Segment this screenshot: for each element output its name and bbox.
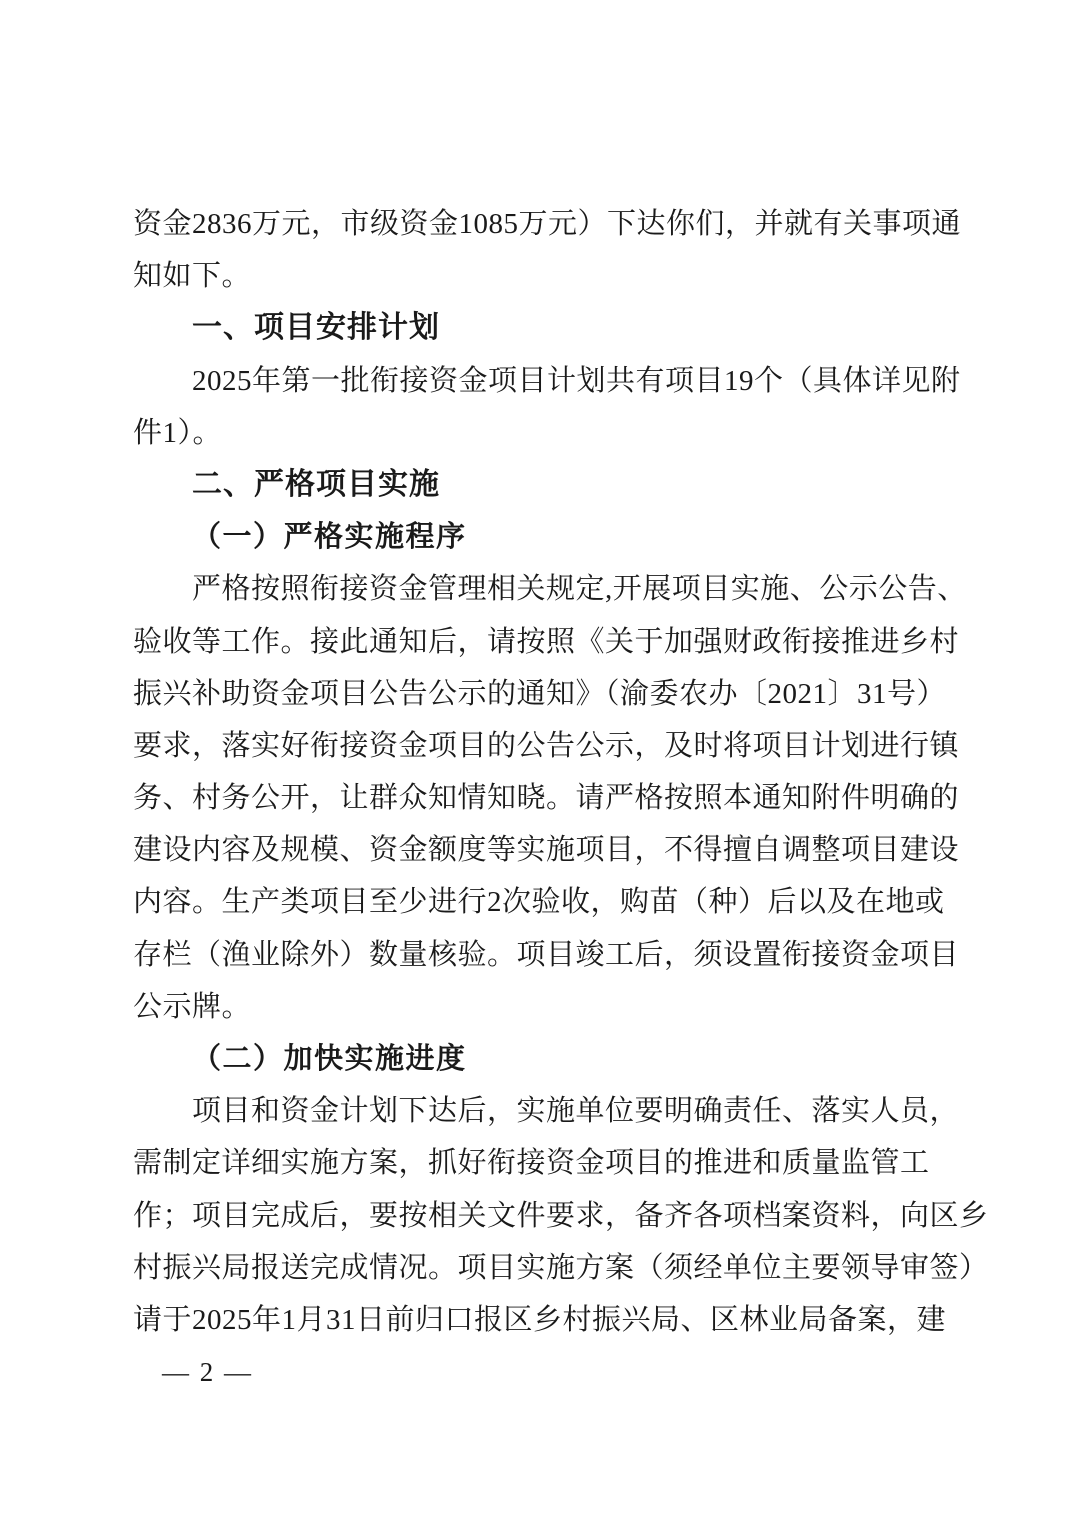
body-text-line: 需制定详细实施方案，抓好衔接资金项目的推进和质量监管工: [133, 1147, 930, 1180]
body-text-line: 作；项目完成后，要按相关文件要求，备齐各项档案资料，向区乡: [133, 1199, 989, 1232]
body-text-line: 内容。生产类项目至少进行2次验收，购苗（种）后以及在地或: [133, 886, 945, 919]
body-text-line: 要求，落实好衔接资金项目的公告公示，及时将项目计划进行镇: [133, 729, 960, 762]
body-text-line: 严格按照衔接资金管理相关规定,开展项目实施、公示公告、: [192, 573, 967, 606]
body-text-line: 知如下。: [133, 260, 252, 293]
section-heading: 一、项目安排计划: [192, 311, 440, 345]
body-text-line: 2025年第一批衔接资金项目计划共有项目19个（具体详见附: [192, 364, 961, 397]
body-text-line: 请于2025年1月31日前归口报区乡村振兴局、区林业局备案，建: [133, 1303, 947, 1336]
body-text-line: 振兴补助资金项目公告公示的通知》（渝委农办〔2021〕31号）: [133, 677, 947, 710]
subsection-heading: （一）严格实施程序: [192, 521, 467, 554]
body-text-line: 存栏（渔业除外）数量核验。项目竣工后，须设置衔接资金项目: [133, 938, 960, 971]
body-text-line: 公示牌。: [133, 990, 252, 1023]
body-text-line: 验收等工作。接此通知后，请按照《关于加强财政衔接推进乡村: [133, 625, 960, 658]
body-text-line: 务、村务公开，让群众知情知晓。请严格按照本通知附件明确的: [133, 782, 960, 815]
body-text-line: 村振兴局报送完成情况。项目实施方案（须经单位主要领导审签）: [133, 1251, 989, 1284]
subsection-heading: （二）加快实施进度: [192, 1043, 467, 1075]
section-heading: 二、严格项目实施: [192, 467, 440, 501]
body-text-line: 项目和资金计划下达后，实施单位要明确责任、落实人员，: [192, 1095, 960, 1128]
body-text-line: 件1）。: [133, 416, 223, 449]
document-body: [133, 198, 989, 1398]
body-text-line: 建设内容及规模、资金额度等实施项目，不得擅自调整项目建设: [133, 834, 960, 867]
page-number: — 2 —: [162, 1357, 253, 1388]
body-text-line: 资金2836万元，市级资金1085万元）下达你们，并就有关事项通: [133, 208, 962, 240]
